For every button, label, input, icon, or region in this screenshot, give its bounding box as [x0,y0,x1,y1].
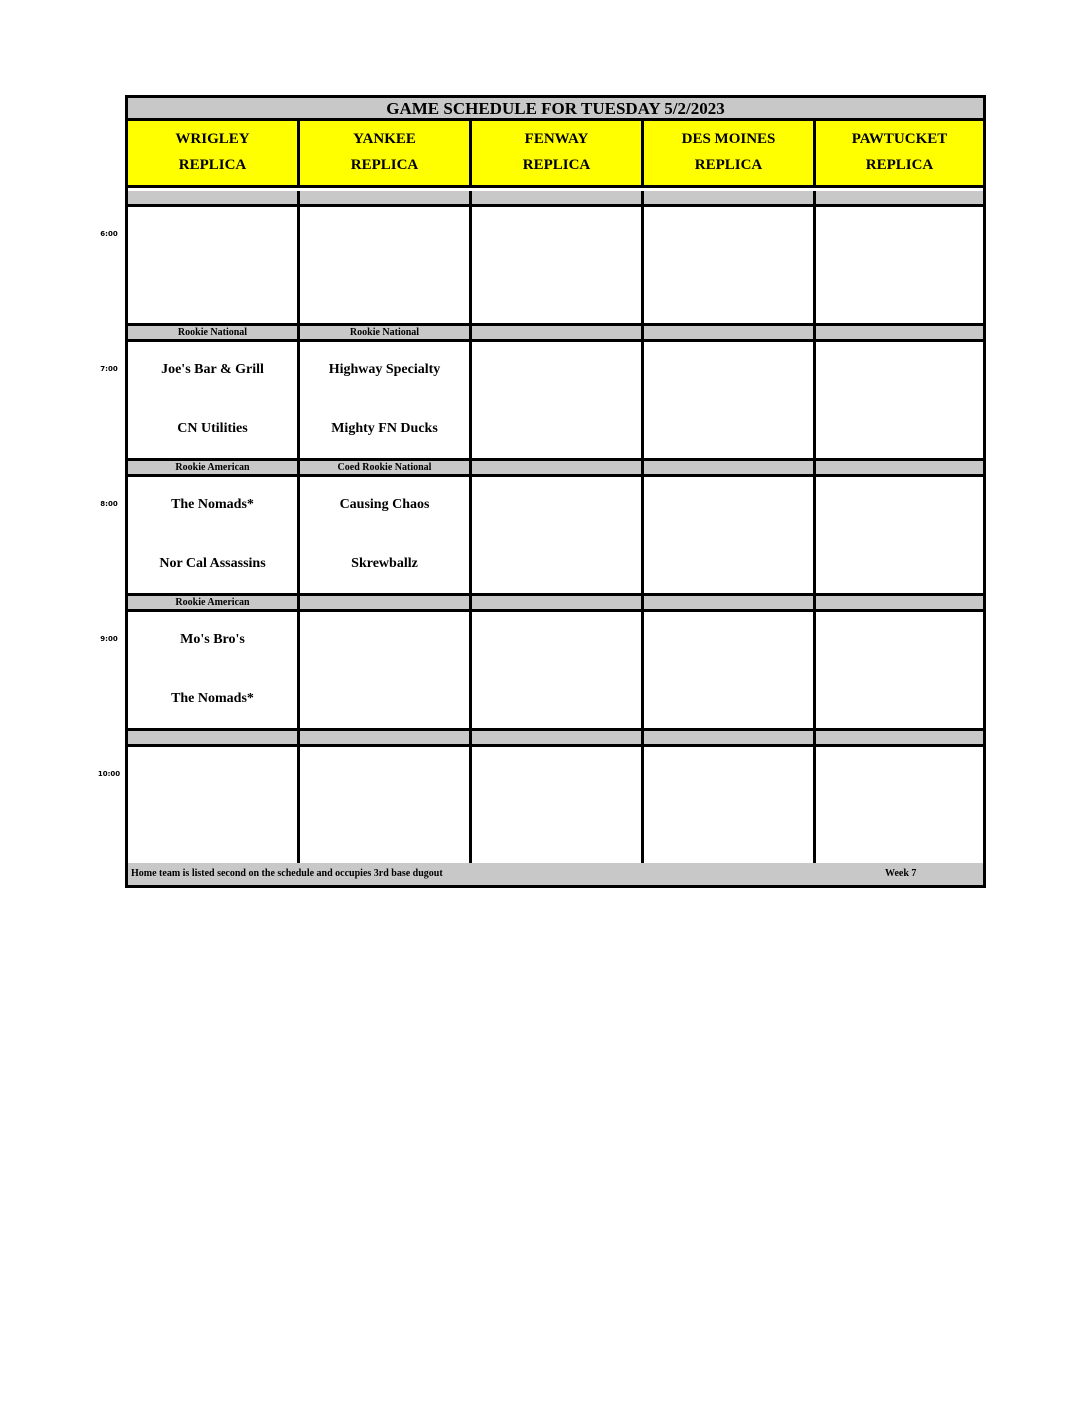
time-label: 6:00 [100,230,118,238]
field-header-4 [816,121,983,188]
game-cell [816,747,983,866]
away-team: The Nomads* [171,497,254,512]
time-label: 9:00 [100,635,118,643]
division-label: Rookie National [128,326,300,342]
field-header-0 [128,121,300,188]
division-label [300,596,472,612]
away-team: Joe's Bar & Grill [161,362,264,377]
game-cell [300,477,472,596]
time-label: 7:00 [100,365,118,373]
game-cell [644,207,816,326]
game-cell [816,207,983,326]
home-team: CN Utilities [177,421,248,436]
field-type: REPLICA [694,157,763,173]
field-name: WRIGLEY [175,131,250,147]
home-team-note: Home team is listed second on the schedule and occupies 3rd base dugout [131,868,443,879]
schedule-title: GAME SCHEDULE FOR TUESDAY 5/2/2023 [128,98,983,121]
game-cell [644,342,816,461]
division-label [128,191,300,207]
game-cell [644,477,816,596]
game-cell [300,612,472,731]
game-cell [128,747,300,866]
division-label [816,596,983,612]
home-team: Nor Cal Assassins [159,556,266,571]
game-cell [644,612,816,731]
field-name: DES MOINES [681,131,776,147]
division-label: Rookie American [128,596,300,612]
game-cell [472,477,644,596]
game-cell [816,612,983,731]
game-cell [816,477,983,596]
game-cell [128,612,300,731]
game-cell [300,342,472,461]
time-label: 10:00 [97,770,121,778]
division-label [644,191,816,207]
game-cell [300,747,472,866]
field-type: REPLICA [865,157,934,173]
division-label: Rookie American [128,461,300,477]
home-team: The Nomads* [171,691,254,706]
away-team: Highway Specialty [328,362,441,377]
field-type: REPLICA [178,157,247,173]
division-label: Rookie National [300,326,472,342]
away-team: Mo's Bro's [180,632,245,647]
week-label: Week 7 [885,868,917,879]
game-cell [300,207,472,326]
division-label [128,731,300,747]
home-team: Skrewballz [351,556,418,571]
game-cell [816,342,983,461]
game-cell [128,477,300,596]
division-label [472,326,644,342]
division-label [472,596,644,612]
game-cell [128,207,300,326]
game-cell [472,207,644,326]
game-cell [472,612,644,731]
division-label [816,731,983,747]
division-label [300,191,472,207]
time-label: 8:00 [100,500,118,508]
division-label [816,191,983,207]
away-team: Causing Chaos [339,497,430,512]
division-label [300,731,472,747]
field-type: REPLICA [350,157,419,173]
field-header-1 [300,121,472,188]
division-label [644,731,816,747]
division-label [472,731,644,747]
schedule-footer [128,863,983,885]
field-name: FENWAY [524,131,589,147]
division-label: Coed Rookie National [300,461,472,477]
field-name: PAWTUCKET [851,131,948,147]
division-label [644,461,816,477]
field-name: YANKEE [353,131,416,147]
field-header-3 [644,121,816,188]
game-cell [644,747,816,866]
division-label [472,461,644,477]
division-label [644,596,816,612]
home-team: Mighty FN Ducks [331,421,438,436]
game-cell [128,342,300,461]
game-cell [472,747,644,866]
schedule-sheet [125,95,986,888]
field-type: REPLICA [522,157,591,173]
division-label [472,191,644,207]
division-label [816,461,983,477]
field-header-2 [472,121,644,188]
division-label [816,326,983,342]
game-cell [472,342,644,461]
division-label [644,326,816,342]
